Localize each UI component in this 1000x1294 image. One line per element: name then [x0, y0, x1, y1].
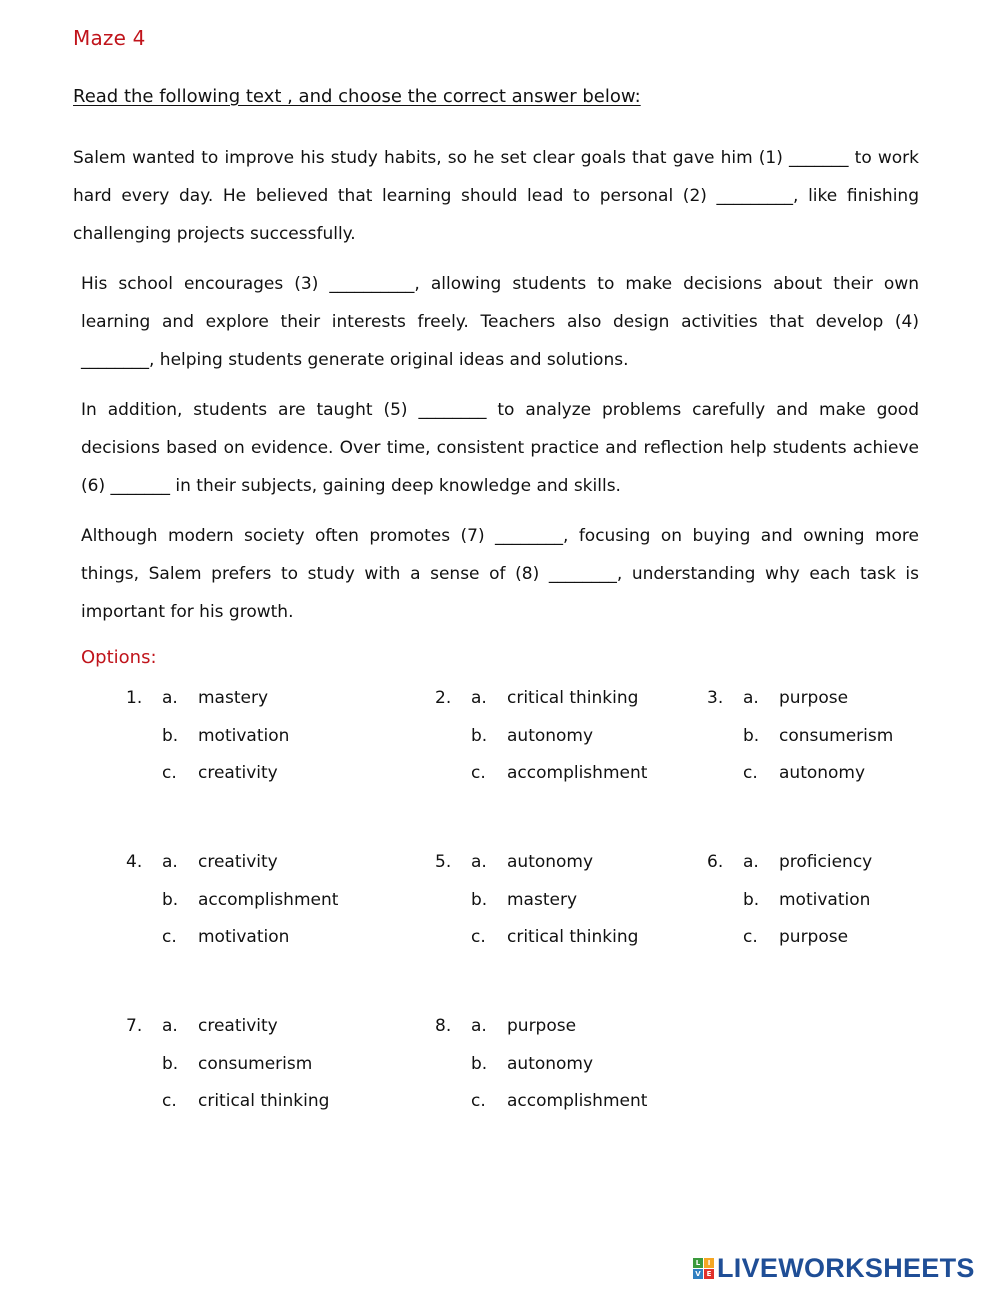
- passage-paragraph-4: Although modern society often promotes (7) ________, focusing on buying and owning more things, Salem prefers to study with a sense of (8) ________, understanding why each task is important for his growth.: [81, 526, 919, 622]
- option-text: critical thinking: [507, 927, 639, 947]
- option-text: critical thinking: [507, 688, 639, 708]
- passage-paragraph-2: His school encourages (3) __________, allowing students to make decisions about their own learning and explore their interests freely. Teachers also design activities that develop (4) ________, helping students generate original ideas and solutions.: [81, 274, 919, 370]
- answer-option[interactable]: [471, 852, 593, 876]
- option-letter: c.: [743, 763, 758, 783]
- answer-option[interactable]: [162, 1016, 278, 1040]
- answer-option[interactable]: [743, 763, 865, 787]
- option-text: purpose: [507, 1016, 577, 1036]
- answer-option[interactable]: [162, 726, 289, 750]
- option-letter: c.: [162, 927, 177, 947]
- option-letter: c.: [471, 1091, 486, 1111]
- instruction-text: Read the following text , and choose the correct answer below:: [73, 86, 641, 107]
- logo-mark-tile: L: [693, 1258, 703, 1268]
- worksheet-title: Maze 4: [73, 26, 146, 50]
- answer-option[interactable]: [471, 1016, 576, 1040]
- option-text: consumerism: [779, 725, 894, 746]
- question-number: 1.: [126, 688, 143, 708]
- option-letter: c.: [162, 763, 177, 783]
- option-text: autonomy: [507, 725, 594, 746]
- option-letter: a.: [743, 688, 759, 708]
- passage-paragraph-3: In addition, students are taught (5) ________ to analyze problems carefully and make good decisions based on evidence. Over time, consistent practice and reflection help students achieve (6) _______ in their subjects, gaining deep knowledge and skills.: [81, 400, 919, 496]
- option-text: motivation: [779, 889, 871, 910]
- option-text: autonomy: [507, 852, 594, 872]
- option-text: accomplishment: [507, 763, 648, 783]
- answer-option[interactable]: [743, 927, 848, 951]
- question-number: 5.: [435, 852, 452, 872]
- answer-option[interactable]: [471, 688, 638, 712]
- question-number: 7.: [126, 1016, 143, 1036]
- option-text: mastery: [507, 889, 578, 910]
- option-letter: b.: [471, 1053, 488, 1074]
- options-heading: Options:: [81, 647, 157, 668]
- option-letter: a.: [162, 688, 178, 708]
- option-text: creativity: [198, 1016, 278, 1036]
- option-letter: b.: [471, 889, 488, 910]
- option-letter: a.: [162, 1016, 178, 1036]
- answer-option[interactable]: [471, 1091, 647, 1115]
- option-text: accomplishment: [198, 889, 339, 910]
- option-text: accomplishment: [507, 1091, 648, 1111]
- option-letter: c.: [743, 927, 758, 947]
- logo-mark-tile: I: [704, 1258, 714, 1268]
- question-number: 8.: [435, 1016, 452, 1036]
- option-letter: c.: [471, 763, 486, 783]
- answer-option[interactable]: [162, 890, 338, 914]
- option-text: autonomy: [507, 1053, 594, 1074]
- option-letter: b.: [162, 1053, 179, 1074]
- option-letter: a.: [471, 688, 487, 708]
- option-letter: b.: [471, 725, 488, 746]
- option-text: consumerism: [198, 1053, 313, 1074]
- option-letter: b.: [743, 725, 760, 746]
- option-text: autonomy: [779, 763, 866, 783]
- option-letter: a.: [162, 852, 178, 872]
- answer-option[interactable]: [162, 852, 278, 876]
- option-letter: a.: [743, 852, 759, 872]
- question-number: 4.: [126, 852, 143, 872]
- answer-option[interactable]: [471, 890, 577, 914]
- logo-text: LIVEWORKSHEETS: [717, 1253, 975, 1283]
- answer-option[interactable]: [471, 726, 593, 750]
- question-number: 3.: [707, 688, 724, 708]
- option-text: proficiency: [779, 852, 873, 872]
- option-text: critical thinking: [198, 1091, 330, 1111]
- answer-option[interactable]: [162, 688, 268, 712]
- option-letter: a.: [471, 1016, 487, 1036]
- option-text: mastery: [198, 688, 269, 708]
- option-text: motivation: [198, 725, 290, 746]
- answer-option[interactable]: [162, 927, 289, 951]
- option-text: creativity: [198, 763, 278, 783]
- liveworksheets-logo: [693, 1253, 975, 1284]
- logo-mark-tile: V: [693, 1269, 703, 1279]
- question-number: 6.: [707, 852, 724, 872]
- answer-option[interactable]: [743, 688, 848, 712]
- answer-option[interactable]: [743, 852, 872, 876]
- answer-option[interactable]: [471, 1054, 593, 1078]
- option-letter: a.: [471, 852, 487, 872]
- question-number: 2.: [435, 688, 452, 708]
- option-letter: b.: [162, 725, 179, 746]
- passage-paragraph-1: Salem wanted to improve his study habits, so he set clear goals that gave him (1) _______ to work hard every day. He believed that learning should lead to personal (2) _________, like finishing challenging projects successfully.: [73, 148, 919, 244]
- answer-option[interactable]: [471, 927, 638, 951]
- option-letter: c.: [162, 1091, 177, 1111]
- option-letter: b.: [162, 889, 179, 910]
- answer-option[interactable]: [162, 1054, 312, 1078]
- option-text: purpose: [779, 927, 849, 947]
- answer-option[interactable]: [162, 1091, 329, 1115]
- option-text: purpose: [779, 688, 849, 708]
- answer-option[interactable]: [743, 726, 893, 750]
- answer-option[interactable]: [471, 763, 647, 787]
- answer-option[interactable]: [743, 890, 870, 914]
- logo-mark-tile: E: [704, 1269, 714, 1279]
- logo-mark-icon: [693, 1258, 714, 1279]
- option-text: motivation: [198, 927, 290, 947]
- answer-option[interactable]: [162, 763, 278, 787]
- option-letter: b.: [743, 889, 760, 910]
- option-text: creativity: [198, 852, 278, 872]
- option-letter: c.: [471, 927, 486, 947]
